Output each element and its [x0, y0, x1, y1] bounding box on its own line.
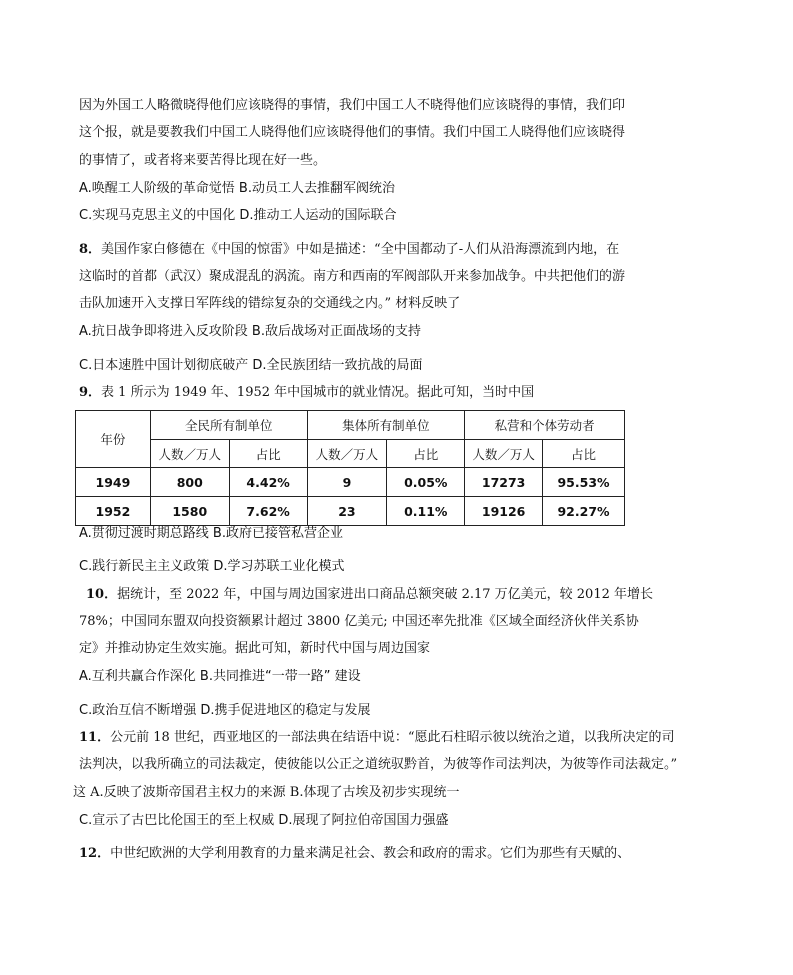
q10-text-line-1 [86, 586, 653, 604]
table-cell-year: 1952 [76, 497, 151, 526]
q8-stem: 美国作家白修德在《中国的惊雷》中如是描述：“全中国都动了-人们从沿海漂流到内地，在 [101, 242, 620, 257]
subheader-count: 人数／万人 [150, 440, 229, 468]
employment-table [75, 410, 625, 526]
q11-stem: 公元前 18 世纪，西亚地区的一部法典在结语中说：“愿此石柱昭示彼以统治之道，以我所决定的司 [110, 730, 675, 745]
group-header-state: 全民所有制单位 [150, 411, 307, 440]
q7-text-line-1: 因为外国工人略微晓得他们应该晓得的事情，我们中国工人不晓得他们应该晓得的事情，我们印 [79, 98, 626, 113]
q11-option-cd: C.宣示了古巴比伦国王的至上权威 D.展现了阿拉伯帝国国力强盛 [79, 813, 449, 828]
q10-option-cd: C.政治互信不断增强 D.携手促进地区的稳定与发展 [79, 703, 371, 718]
q12-stem: 中世纪欧洲的大学利用教育的力量来满足社会、教会和政府的需求。它们为那些有天赋的、 [110, 846, 631, 861]
table-cell: 92.27% [543, 497, 625, 526]
group-header-private: 私营和个体劳动者 [465, 411, 625, 440]
table-cell: 95.53% [543, 468, 625, 497]
subheader-share: 占比 [387, 440, 465, 468]
group-header-collective: 集体所有制单位 [307, 411, 465, 440]
q11-number: 11． [79, 730, 111, 745]
q7-option-cd: C.实现马克思主义的中国化 D.推动工人运动的国际联合 [79, 208, 397, 223]
q8-text-line-3: 击队加速开入支撑日军阵线的错综复杂的交通线之内。” 材料反映了 [79, 296, 461, 311]
q11-text-line-2: 法判决，以我所确立的司法裁定，使彼能以公正之道统驭黔首，为彼等作司法判决，为彼等作司法裁定。” [79, 757, 678, 772]
table-cell: 1580 [150, 497, 229, 526]
q10-text-line-3: 定》并推动协定生效实施。据此可知，新时代中国与周边国家 [79, 641, 431, 656]
q11-text-line-3: 这 A.反映了波斯帝国君主权力的来源 B.体现了古埃及初步实现统一 [73, 785, 460, 800]
q8-text-line-1 [79, 241, 619, 259]
q7-option-ab: A.唤醒工人阶级的革命觉悟 B.动员工人去推翻军阀统治 [79, 181, 395, 196]
year-header: 年份 [76, 411, 151, 468]
table-cell: 23 [307, 497, 387, 526]
q12-number: 12． [79, 846, 111, 861]
q7-text-line-2: 这个报，就是要教我们中国工人晓得他们应该晓得他们的事情。我们中国工人晓得他们应该晓得 [79, 125, 626, 140]
table-cell: 800 [150, 468, 229, 497]
table-cell: 4.42% [229, 468, 307, 497]
table-cell: 0.11% [387, 497, 465, 526]
q9-text-line-1 [79, 384, 534, 402]
table-cell: 7.62% [229, 497, 307, 526]
q9-stem: 表 1 所示为 1949 年、1952 年中国城市的就业情况。据此可知，当时中国 [101, 385, 535, 400]
table-cell: 17273 [465, 468, 543, 497]
subheader-share: 占比 [543, 440, 625, 468]
table-row [76, 468, 625, 497]
q9-option-ab: A.贯彻过渡时期总路线 B.政府已接管私营企业 [79, 526, 343, 541]
q12-text-line-1 [79, 845, 630, 863]
subheader-count: 人数／万人 [307, 440, 387, 468]
table-cell: 19126 [465, 497, 543, 526]
q8-option-ab: A.抗日战争即将进入反攻阶段 B.敌后战场对正面战场的支持 [79, 324, 421, 339]
table-cell-year: 1949 [76, 468, 151, 497]
q9-number: 9． [79, 385, 102, 400]
table-cell: 9 [307, 468, 387, 497]
q8-number: 8． [79, 242, 102, 257]
q8-option-cd: C.日本速胜中国计划彻底破产 D.全民族团结一致抗战的局面 [79, 358, 423, 373]
subheader-count: 人数／万人 [465, 440, 543, 468]
q10-stem: 据统计，至 2022 年，中国与周边国家进出口商品总额突破 2.17 万亿美元，较 2012 年增长 [117, 587, 654, 602]
table-row [76, 497, 625, 526]
q10-number: 10． [86, 587, 118, 602]
q10-option-ab: A.互利共赢合作深化 B.共同推进“一带一路” 建设 [79, 669, 361, 684]
subheader-share: 占比 [229, 440, 307, 468]
q11-text-line-1 [79, 729, 675, 747]
table-cell: 0.05% [387, 468, 465, 497]
q10-text-line-2: 78%；中国同东盟双向投资额累计超过 3800 亿美元; 中国还率先批准《区域全面经济伙伴关系协 [79, 614, 639, 629]
q7-text-line-3: 的事情了，或者将来要苦得比现在好一些。 [79, 153, 327, 168]
q8-text-line-2: 这临时的首都（武汉）聚成混乱的涡流。南方和西南的军阀部队开来参加战争。中共把他们的游 [79, 269, 626, 284]
q9-option-cd: C.践行新民主主义政策 D.学习苏联工业化模式 [79, 559, 345, 574]
